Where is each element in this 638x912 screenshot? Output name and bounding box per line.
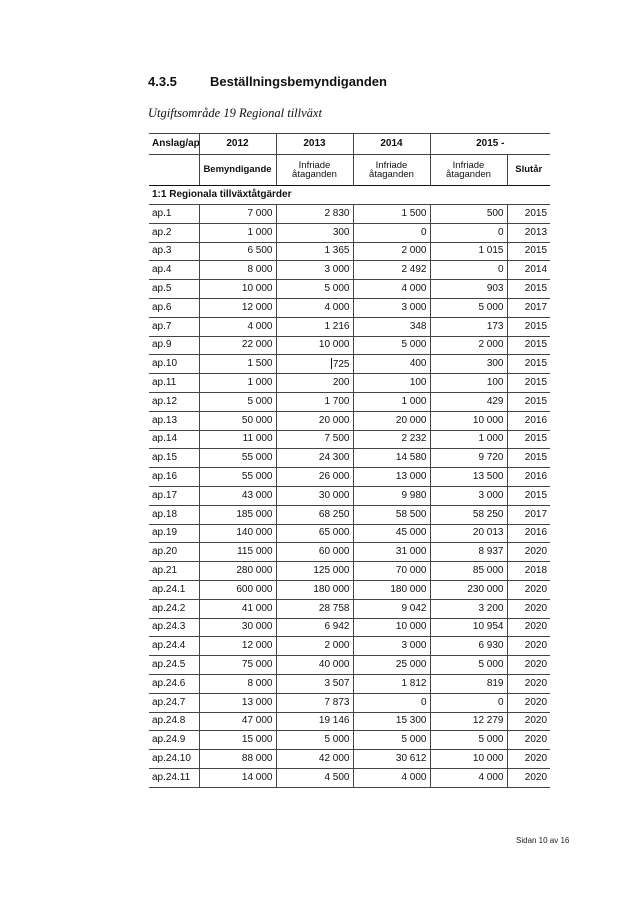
cell-2014: 70 000 (353, 562, 430, 581)
cell-2012: 1 000 (199, 223, 276, 242)
cell-anslag: ap.24.8 (149, 712, 199, 731)
cell-2014: 45 000 (353, 524, 430, 543)
cell-2013: 3 507 (276, 674, 353, 693)
cell-2014: 2 000 (353, 242, 430, 261)
cell-anslag: ap.24.3 (149, 618, 199, 637)
cell-slutar: 2015 (507, 242, 550, 261)
cell-slutar: 2016 (507, 524, 550, 543)
cell-2013: 20 000 (276, 411, 353, 430)
table-row (149, 524, 550, 543)
cell-2015: 10 000 (430, 411, 507, 430)
cell-2014: 31 000 (353, 543, 430, 562)
cell-slutar: 2020 (507, 731, 550, 750)
cell-anslag: ap.5 (149, 280, 199, 299)
table-row (149, 712, 550, 731)
cell-2015: 1 015 (430, 242, 507, 261)
cell-2014: 100 (353, 374, 430, 393)
table-row (149, 317, 550, 336)
cell-slutar: 2020 (507, 712, 550, 731)
cell-2012: 55 000 (199, 468, 276, 487)
cell-2012: 12 000 (199, 298, 276, 317)
cell-2012: 15 000 (199, 731, 276, 750)
header-row-years (149, 134, 550, 155)
cell-slutar: 2017 (507, 505, 550, 524)
cell-2015: 819 (430, 674, 507, 693)
cell-2013: 26 000 (276, 468, 353, 487)
cell-anslag: ap.24.2 (149, 599, 199, 618)
header-row-labels (149, 155, 550, 186)
cell-2012: 55 000 (199, 449, 276, 468)
cell-2012: 140 000 (199, 524, 276, 543)
table-row (149, 599, 550, 618)
cell-anslag: ap.10 (149, 355, 199, 374)
cell-anslag: ap.18 (149, 505, 199, 524)
cell-2015: 5 000 (430, 731, 507, 750)
cell-2014: 0 (353, 223, 430, 242)
cell-2013: 200 (276, 374, 353, 393)
cell-2012: 13 000 (199, 693, 276, 712)
cell-anslag: ap.17 (149, 486, 199, 505)
cell-2014: 3 000 (353, 637, 430, 656)
cell-slutar: 2015 (507, 449, 550, 468)
cell-2013: 4 000 (276, 298, 353, 317)
table-row (149, 768, 550, 787)
table-row (149, 392, 550, 411)
cell-2014: 20 000 (353, 411, 430, 430)
cell-2013: 28 758 (276, 599, 353, 618)
cell-2014: 10 000 (353, 618, 430, 637)
table-row (149, 656, 550, 675)
cell-2015: 903 (430, 280, 507, 299)
table-row (149, 449, 550, 468)
cell-anslag: ap.24.6 (149, 674, 199, 693)
cell-2012: 41 000 (199, 599, 276, 618)
table-row (149, 411, 550, 430)
section-title: Beställningsbemyndiganden (210, 74, 387, 89)
cell-2014: 15 300 (353, 712, 430, 731)
cell-2012: 47 000 (199, 712, 276, 731)
cell-2015: 12 279 (430, 712, 507, 731)
cell-slutar: 2020 (507, 693, 550, 712)
cell-2013: 30 000 (276, 486, 353, 505)
cell-2013: 65 000 (276, 524, 353, 543)
cell-anslag: ap.24.11 (149, 768, 199, 787)
cell-2012: 11 000 (199, 430, 276, 449)
cell-slutar: 2020 (507, 543, 550, 562)
table-row (149, 242, 550, 261)
cell-slutar: 2020 (507, 674, 550, 693)
table-row (149, 580, 550, 599)
table-row (149, 468, 550, 487)
cell-anslag: ap.6 (149, 298, 199, 317)
cell-2012: 4 000 (199, 317, 276, 336)
cell-2015: 500 (430, 205, 507, 224)
table-subtitle: Utgiftsområde 19 Regional tillväxt (148, 106, 322, 120)
cell-slutar: 2015 (507, 355, 550, 374)
cell-2013: 10 000 (276, 336, 353, 355)
table-row (149, 486, 550, 505)
cell-2015: 100 (430, 374, 507, 393)
header-bemyndigande: Bemyndigande (199, 155, 276, 186)
cell-2014: 180 000 (353, 580, 430, 599)
cell-2014: 9 980 (353, 486, 430, 505)
header-2014: 2014 (353, 134, 430, 155)
header-infriade-2015: Infriade åtaganden (430, 155, 507, 186)
cell-2015: 3 200 (430, 599, 507, 618)
cell-2015: 173 (430, 317, 507, 336)
cell-anslag: ap.19 (149, 524, 199, 543)
cell-2012: 1 000 (199, 374, 276, 393)
table-row (149, 374, 550, 393)
cell-2014: 3 000 (353, 298, 430, 317)
page-number: Sidan 10 av 16 (516, 836, 570, 845)
cell-slutar: 2020 (507, 637, 550, 656)
table-row (149, 298, 550, 317)
cell-2015: 230 000 (430, 580, 507, 599)
cell-2015: 2 000 (430, 336, 507, 355)
cell-slutar: 2020 (507, 580, 550, 599)
cell-2015: 0 (430, 261, 507, 280)
cell-anslag: ap.9 (149, 336, 199, 355)
cell-2015: 85 000 (430, 562, 507, 581)
cell-2014: 5 000 (353, 731, 430, 750)
cell-2015: 20 013 (430, 524, 507, 543)
cell-2013: 3 000 (276, 261, 353, 280)
header-2013: 2013 (276, 134, 353, 155)
cell-2012: 5 000 (199, 392, 276, 411)
cell-2013: 5 000 (276, 280, 353, 299)
cell-2014: 5 000 (353, 336, 430, 355)
cell-slutar: 2016 (507, 468, 550, 487)
cell-2012: 88 000 (199, 750, 276, 769)
cell-2013: 2 830 (276, 205, 353, 224)
cell-2013: 42 000 (276, 750, 353, 769)
cell-2012: 10 000 (199, 280, 276, 299)
cell-2015: 13 500 (430, 468, 507, 487)
cell-2012: 8 000 (199, 674, 276, 693)
cell-2014: 25 000 (353, 656, 430, 675)
table-row (149, 637, 550, 656)
cell-2012: 1 500 (199, 355, 276, 374)
cell-anslag: ap.2 (149, 223, 199, 242)
cell-anslag: ap.3 (149, 242, 199, 261)
cell-anslag: ap.15 (149, 449, 199, 468)
cell-2012: 12 000 (199, 637, 276, 656)
cell-2015: 0 (430, 693, 507, 712)
cell-2015: 9 720 (430, 449, 507, 468)
cell-slutar: 2020 (507, 618, 550, 637)
cell-slutar: 2015 (507, 280, 550, 299)
cell-anslag: ap.12 (149, 392, 199, 411)
table-row (149, 223, 550, 242)
cell-slutar: 2015 (507, 374, 550, 393)
header-empty (149, 155, 199, 186)
cell-2012: 185 000 (199, 505, 276, 524)
cell-2014: 30 612 (353, 750, 430, 769)
cell-2015: 300 (430, 355, 507, 374)
header-anslag: Anslag/ap (149, 134, 199, 155)
cell-2014: 9 042 (353, 599, 430, 618)
cell-2014: 1 500 (353, 205, 430, 224)
cell-anslag: ap.24.9 (149, 731, 199, 750)
cell-anslag: ap.20 (149, 543, 199, 562)
cell-2012: 22 000 (199, 336, 276, 355)
text-cursor (331, 358, 332, 369)
cell-anslag: ap.24.7 (149, 693, 199, 712)
cell-2015: 5 000 (430, 656, 507, 675)
cell-2013: 24 300 (276, 449, 353, 468)
cell-2013: 1 700 (276, 392, 353, 411)
cell-2015: 10 000 (430, 750, 507, 769)
table-row (149, 693, 550, 712)
cell-anslag: ap.4 (149, 261, 199, 280)
cell-slutar: 2016 (507, 411, 550, 430)
cell-2013: 19 146 (276, 712, 353, 731)
cell-2015: 5 000 (430, 298, 507, 317)
cell-2013: 2 000 (276, 637, 353, 656)
table-row (149, 731, 550, 750)
cell-2012: 14 000 (199, 768, 276, 787)
section-row (149, 186, 550, 205)
section-number: 4.3.5 (148, 74, 177, 89)
cell-2012: 600 000 (199, 580, 276, 599)
cell-2012: 43 000 (199, 486, 276, 505)
authorization-table (149, 133, 550, 788)
cell-2014: 4 000 (353, 280, 430, 299)
cell-2015: 58 250 (430, 505, 507, 524)
cell-2013: 7 500 (276, 430, 353, 449)
cell-2014: 13 000 (353, 468, 430, 487)
cell-slutar: 2013 (507, 223, 550, 242)
cell-2012: 8 000 (199, 261, 276, 280)
cell-2013: 725 (276, 355, 353, 374)
cell-2013: 60 000 (276, 543, 353, 562)
cell-2014: 2 492 (353, 261, 430, 280)
cell-2014: 1 812 (353, 674, 430, 693)
cell-anslag: ap.24.5 (149, 656, 199, 675)
table-row (149, 674, 550, 693)
cell-2013: 68 250 (276, 505, 353, 524)
cell-2015: 429 (430, 392, 507, 411)
cell-2013: 5 000 (276, 731, 353, 750)
cell-2014: 400 (353, 355, 430, 374)
cell-2013: 1 365 (276, 242, 353, 261)
table-row (149, 430, 550, 449)
cell-slutar: 2020 (507, 768, 550, 787)
cell-2015: 1 000 (430, 430, 507, 449)
header-infriade-2014: Infriade åtaganden (353, 155, 430, 186)
table-row (149, 205, 550, 224)
cell-2012: 75 000 (199, 656, 276, 675)
cell-slutar: 2018 (507, 562, 550, 581)
cell-2015: 10 954 (430, 618, 507, 637)
table-row (149, 336, 550, 355)
cell-2014: 58 500 (353, 505, 430, 524)
cell-slutar: 2015 (507, 336, 550, 355)
cell-anslag: ap.7 (149, 317, 199, 336)
cell-anslag: ap.14 (149, 430, 199, 449)
cell-2015: 0 (430, 223, 507, 242)
cell-2013: 125 000 (276, 562, 353, 581)
cell-2013: 40 000 (276, 656, 353, 675)
cell-2015: 6 930 (430, 637, 507, 656)
cell-2013: 180 000 (276, 580, 353, 599)
header-slutar: Slutår (507, 155, 550, 186)
cell-2014: 1 000 (353, 392, 430, 411)
header-2012: 2012 (199, 134, 276, 155)
table-row (149, 355, 550, 374)
cell-2015: 8 937 (430, 543, 507, 562)
cell-slutar: 2020 (507, 656, 550, 675)
section-heading (148, 74, 387, 89)
cell-slutar: 2015 (507, 430, 550, 449)
cell-2013: 7 873 (276, 693, 353, 712)
cell-2015: 3 000 (430, 486, 507, 505)
cell-2012: 7 000 (199, 205, 276, 224)
cell-anslag: ap.21 (149, 562, 199, 581)
cell-2013: 1 216 (276, 317, 353, 336)
cell-2014: 0 (353, 693, 430, 712)
cell-2014: 14 580 (353, 449, 430, 468)
cell-2012: 50 000 (199, 411, 276, 430)
cell-2012: 30 000 (199, 618, 276, 637)
table-row (149, 543, 550, 562)
cell-anslag: ap.24.10 (149, 750, 199, 769)
cell-2012: 6 500 (199, 242, 276, 261)
table-row (149, 618, 550, 637)
cell-2014: 4 000 (353, 768, 430, 787)
table-row (149, 562, 550, 581)
cell-2013: 300 (276, 223, 353, 242)
table-row (149, 505, 550, 524)
cell-slutar: 2017 (507, 298, 550, 317)
cell-anslag: ap.24.1 (149, 580, 199, 599)
cell-slutar: 2014 (507, 261, 550, 280)
cell-anslag: ap.24.4 (149, 637, 199, 656)
header-2015-onward: 2015 - (430, 134, 550, 155)
cell-2015: 4 000 (430, 768, 507, 787)
section-label: 1:1 Regionala tillväxtåtgärder (149, 186, 550, 205)
header-infriade-2013: Infriade åtaganden (276, 155, 353, 186)
cell-slutar: 2020 (507, 599, 550, 618)
table-row (149, 750, 550, 769)
cell-2014: 348 (353, 317, 430, 336)
table-row (149, 280, 550, 299)
cell-anslag: ap.16 (149, 468, 199, 487)
cell-anslag: ap.13 (149, 411, 199, 430)
cell-slutar: 2015 (507, 486, 550, 505)
cell-slutar: 2015 (507, 205, 550, 224)
cell-2013: 4 500 (276, 768, 353, 787)
cell-slutar: 2015 (507, 317, 550, 336)
cell-2012: 115 000 (199, 543, 276, 562)
cell-slutar: 2015 (507, 392, 550, 411)
cell-2014: 2 232 (353, 430, 430, 449)
cell-anslag: ap.1 (149, 205, 199, 224)
cell-anslag: ap.11 (149, 374, 199, 393)
cell-slutar: 2020 (507, 750, 550, 769)
table-row (149, 261, 550, 280)
cell-2013: 6 942 (276, 618, 353, 637)
cell-2012: 280 000 (199, 562, 276, 581)
